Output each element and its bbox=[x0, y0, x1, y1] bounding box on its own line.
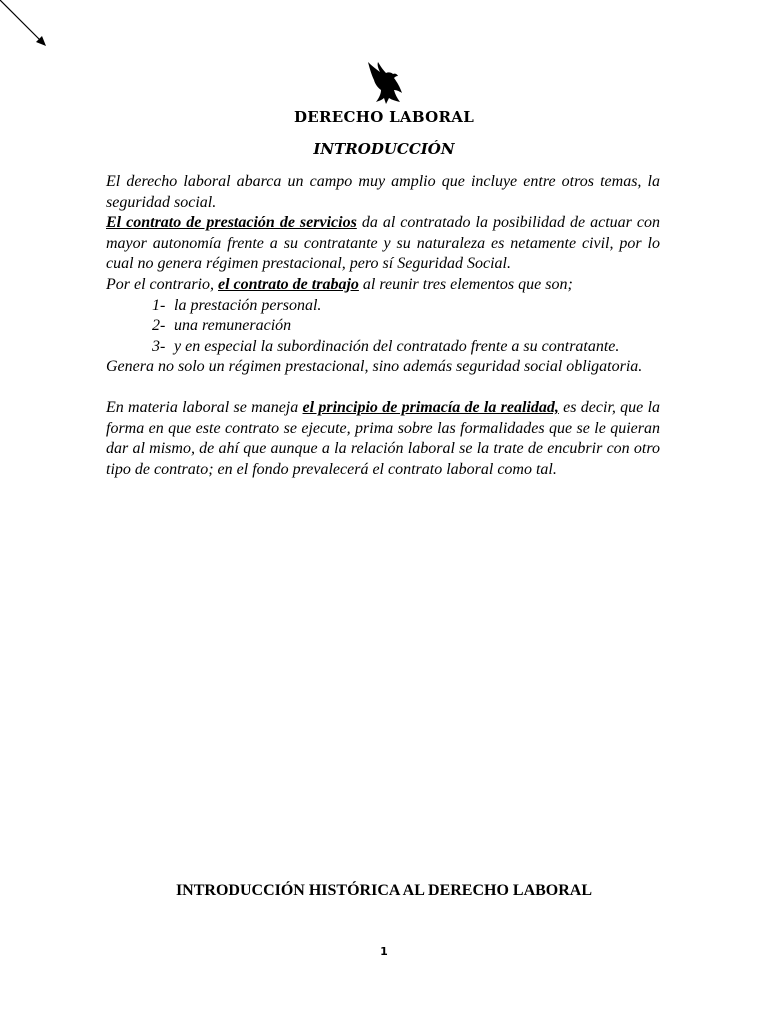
list-item-text: y en especial la subordinación del contratado frente a su contratante. bbox=[174, 337, 620, 355]
paragraph-work-contract bbox=[106, 275, 660, 296]
list-item-number: 3- bbox=[152, 337, 166, 355]
list-item bbox=[152, 337, 660, 358]
list-item bbox=[152, 296, 660, 317]
paragraph-obligatory: Genera no solo un régimen prestacional, sino además seguridad social obligatoria. bbox=[106, 358, 643, 376]
arrow-icon bbox=[0, 0, 52, 52]
emphasis-services-contract: El contrato de prestación de servicios bbox=[106, 214, 357, 232]
eagle-logo bbox=[364, 60, 406, 106]
document-title: DERECHO LABORAL bbox=[293, 108, 475, 126]
emphasis-work-contract: el contrato de trabajo bbox=[218, 275, 359, 293]
paragraph-primacy bbox=[106, 398, 660, 480]
paragraph-work-contract-pre: Por el contrario, bbox=[106, 275, 218, 293]
paragraph-primacy-post: es decir, que la forma en que este contrato se ejecute, prima sobre las formalidades que se le quieran dar al mismo, de ahí que aunque a la relación laboral se la trate de encubrir con otro tipo de contrato; en el fondo prevalecerá el contrato laboral como tal. bbox=[106, 398, 661, 478]
list-item-text: la prestación personal. bbox=[174, 296, 322, 314]
paragraph-services-contract bbox=[106, 213, 660, 275]
emphasis-primacy: el principio de primacía de la realidad, bbox=[302, 398, 559, 416]
paragraph-spacer bbox=[106, 378, 660, 398]
elements-list bbox=[106, 296, 660, 358]
paragraph-primacy-pre: En materia laboral se maneja bbox=[106, 398, 303, 416]
section-subtitle: INTRODUCCIÓN bbox=[313, 140, 455, 158]
paragraph-work-contract-post: al reunir tres elementos que son; bbox=[358, 275, 573, 293]
page-number: 1 bbox=[380, 945, 388, 958]
list-item-number: 2- bbox=[152, 317, 166, 335]
list-item-text: una remuneración bbox=[174, 317, 292, 335]
body-text bbox=[106, 172, 660, 480]
list-item bbox=[152, 316, 660, 337]
paragraph-services-contract-text: da al contratado la posibilidad de actuar con mayor autonomía frente a su contratante y su naturaleza es netamente civil, por lo cual no genera régimen prestacional, pero sí Seguridad Social. bbox=[106, 214, 660, 273]
list-item-number: 1- bbox=[152, 296, 166, 314]
paragraph-intro: El derecho laboral abarca un campo muy amplio que incluye entre otros temas, la seguridad social. bbox=[106, 173, 660, 211]
section-heading: INTRODUCCIÓN HISTÓRICA AL DERECHO LABORAL bbox=[175, 882, 593, 899]
